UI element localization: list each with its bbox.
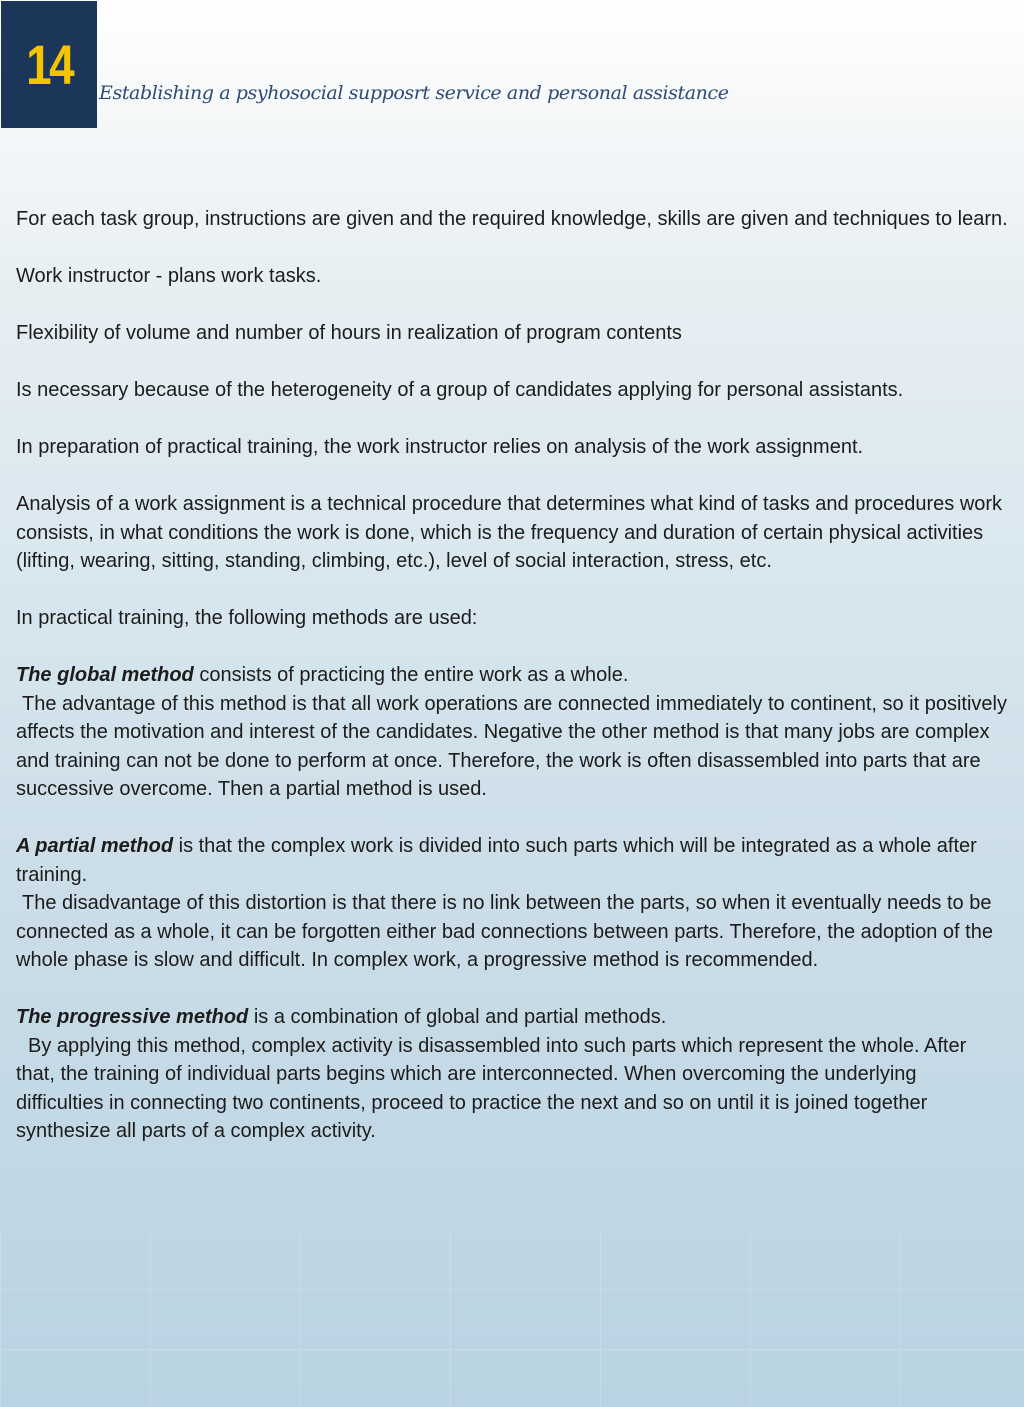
paragraph-heterogeneity: Is necessary because of the heterogeneity of a group of candidates applying for personal assistants. [16, 379, 904, 401]
paragraph-analysis: Analysis of a work assignment is a technical procedure that determines what kind of tasks and procedures work consists, in what conditions the work is done, which is the frequency and duration of certain physical activities (lifting, wearing, sitting, standing, climbing, etc.), level of social interaction, stress, etc. [16, 493, 1003, 572]
section-progressive-method [16, 1003, 1008, 1146]
chapter-number: 14 [25, 32, 73, 96]
progressive-method-intro: is a combination of global and partial methods. [248, 1006, 667, 1028]
partial-method-detail: The disadvantage of this distortion is that there is no link between the parts, so when it eventually needs to be connected as a whole, it can be forgotten either bad connections between parts. Therefore, the adoption of the whole phase is slow and difficult. In complex work, a progressive method is recommended. [16, 892, 993, 971]
global-method-intro: consists of practicing the entire work as a whole. [193, 664, 629, 686]
paragraph-preparation: In preparation of practical training, the work instructor relies on analysis of the work assignment. [16, 436, 864, 458]
partial-method-intro: is that the complex work is divided into such parts which will be integrated as a whole after training. [16, 835, 977, 886]
paragraph-task-group: For each task group, instructions are given and the required knowledge, skills are given and techniques to learn. [16, 208, 1008, 230]
running-header-title: Establishing a psyhosocial supposrt service and personal assistance [99, 82, 729, 104]
section-partial-method [16, 832, 1008, 975]
global-method-detail: The advantage of this method is that all work operations are connected immediately to continent, so it positively affects the motivation and interest of the candidates. Negative the other method is that many jobs are complex and training can not be done to perform at once. Therefore, the work is often disassembled into parts that are successive overcome. Then a partial method is used. [16, 692, 1007, 800]
global-method-term: The global method [16, 664, 194, 686]
chapter-badge [1, 1, 97, 128]
partial-method-term: A partial method [16, 835, 174, 857]
page-body [16, 205, 1008, 1174]
paragraph-flexibility: Flexibility of volume and number of hours in realization of program contents [16, 322, 682, 344]
paragraph-work-instructor: Work instructor - plans work tasks. [16, 265, 322, 287]
paragraph-methods-intro: In practical training, the following methods are used: [16, 607, 478, 629]
progressive-method-detail: By applying this method, complex activity is disassembled into such parts which represent the whole. After that, the training of individual parts begins which are interconnected. When overcoming the underlying difficulties in connecting two continents, proceed to practice the next and so on until it is joined together synthesize all parts of a complex activity. [16, 1034, 967, 1142]
background-texture [0, 1230, 1024, 1407]
progressive-method-term: The progressive method [16, 1006, 249, 1028]
section-global-method [16, 661, 1008, 804]
